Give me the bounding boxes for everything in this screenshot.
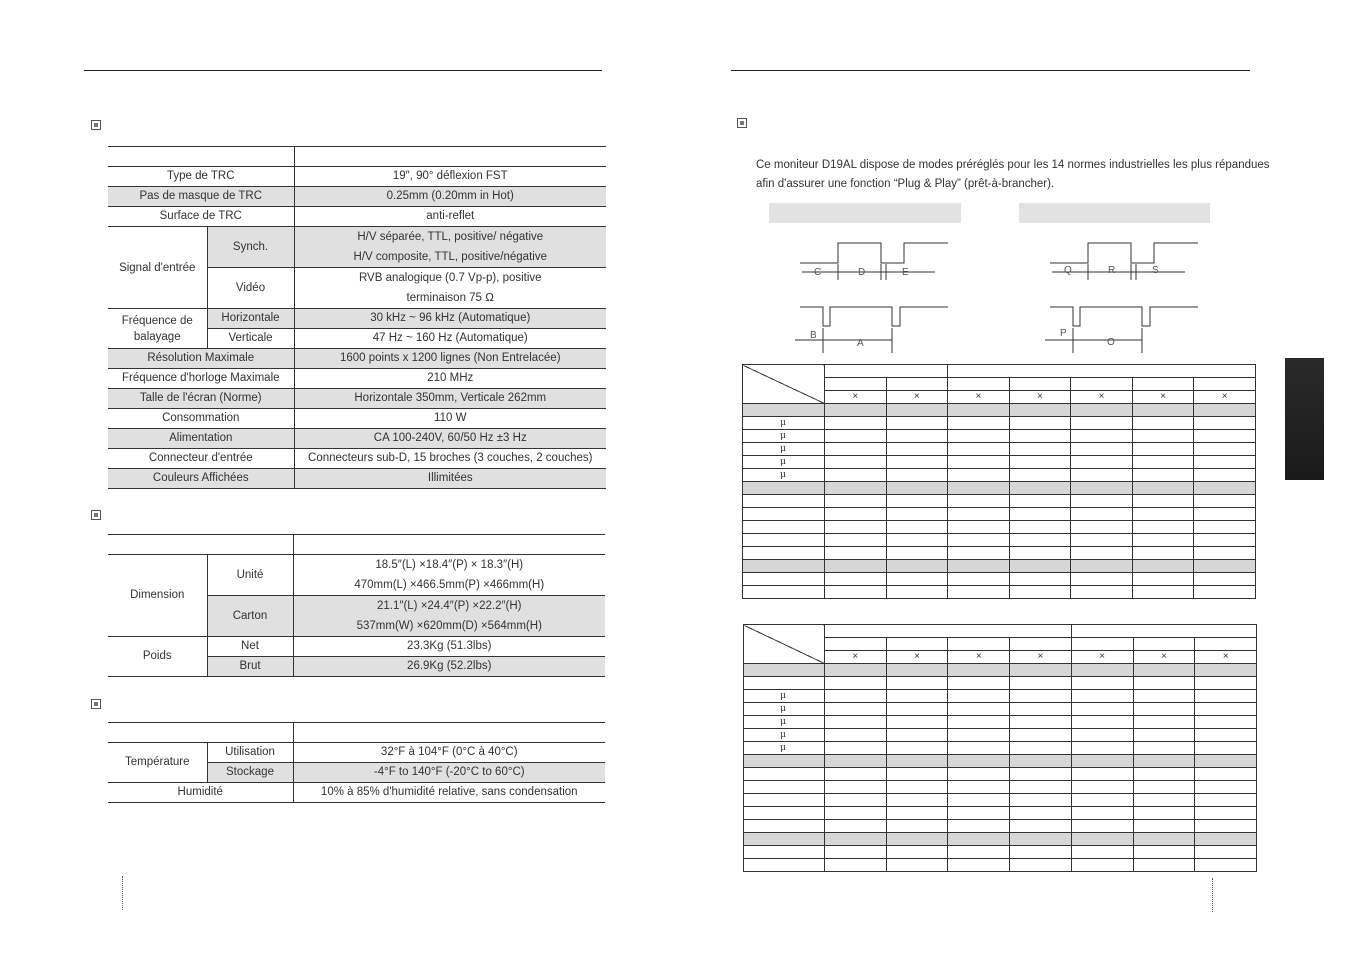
mechanical-spec-table: Dimension Unité 18.5″(L) ×18.4″(P) × 18.3″(H) 470mm(L) ×466.5mm(P) ×466mm(H) Carton 21.1″(L) ×24.4″(P) ×22.2″(H) 537mm(W) ×620mm(D) ×564mm(H) Poids Net 23.3Kg (51.3lbs) Brut 26.9Kg (52.2lbs)	[108, 534, 605, 677]
table-row	[743, 482, 1256, 495]
spec-row: Type de TRC 19″, 90° déflexion FST	[108, 167, 606, 187]
times-symbol: ×	[1133, 651, 1195, 664]
table-row	[743, 586, 1256, 599]
table-row	[744, 859, 1257, 872]
table-row	[743, 417, 1256, 430]
table-row	[744, 677, 1257, 690]
table-row	[744, 768, 1257, 781]
table-row	[743, 469, 1256, 482]
timing-label-b: B	[810, 330, 817, 341]
table-row	[744, 820, 1257, 833]
vertical-timing-diagram	[1040, 236, 1205, 356]
table-row	[743, 430, 1256, 443]
times-symbol: ×	[1010, 651, 1072, 664]
preset-timing-table-2	[743, 624, 1257, 872]
intro-text: Ce moniteur D19AL dispose de modes préréglés pour les 14 normes industrielles les plus répandues afin d'assurer une fonction “Plug & Play” (prêt-à-brancher).	[756, 159, 1270, 190]
preset-timing-table-1	[742, 364, 1256, 599]
mu-symbol: μ	[744, 742, 825, 755]
timing-label-c: C	[814, 267, 822, 278]
table-row	[744, 664, 1257, 677]
chapter-side-tab	[1285, 358, 1324, 480]
spec-row: Surface de TRC anti-reflet	[108, 207, 606, 227]
times-symbol: ×	[1071, 651, 1133, 664]
table-row	[744, 794, 1257, 807]
general-spec-table: Type de TRC 19″, 90° déflexion FST Pas de masque de TRC 0.25mm (0.20mm in Hot) Surface de TRC anti-reflet Signal d'entrée Synch. H/V séparée, TTL, positive/ négative H/V composite, TTL, positive/négative Vidéo RVB analogique (0.7 Vp-p), positive terminaison 75 Ω Fréquence de balayage Horizontale 30 kHz ~ 96 kHz (Automatique) Verticale 47 Hz ~ 160 Hz (Automatique) Résolution Maximale 1600 points x 1200 lignes (Non Entrelacée) Fréquence d'horloge Maximale 210 MHz Talle de l'écran (Norme) Horizontale 350mm, Verticale 262mm Consommation 110 W Alimentation CA 100-240V, 60/50 Hz ±3 Hz Connecteur d'entrée Connecteurs sub-D, 15 broches (3 couches, 2 couches) Couleurs Affichées Illimitées	[108, 146, 606, 489]
table-row	[743, 534, 1256, 547]
table-row	[744, 716, 1257, 729]
timing-label-a: A	[857, 338, 864, 349]
timing-label-p: P	[1060, 328, 1067, 339]
timing-table-body-1	[743, 365, 1256, 599]
times-symbol: ×	[948, 391, 1010, 404]
mu-symbol: μ	[743, 417, 825, 430]
scan-label: Fréquence de balayage	[108, 309, 207, 349]
right-margin-dots	[1212, 878, 1213, 912]
times-symbol: ×	[1195, 651, 1257, 664]
timing-label-o: O	[1107, 337, 1115, 348]
table-row	[743, 560, 1256, 573]
horizontal-timing-diagram	[790, 236, 955, 356]
spec-row: Couleurs Affichées Illimitées	[108, 469, 606, 489]
times-symbol: ×	[1132, 391, 1194, 404]
table-row	[743, 456, 1256, 469]
left-page-top-rule	[84, 70, 602, 71]
weight-label: Poids	[108, 637, 207, 677]
mu-symbol: μ	[744, 690, 825, 703]
times-symbol: ×	[886, 651, 948, 664]
table-row	[744, 807, 1257, 820]
spec-row: Résolution Maximale 1600 points x 1200 lignes (Non Entrelacée)	[108, 349, 606, 369]
times-symbol: ×	[948, 651, 1010, 664]
mu-symbol: μ	[743, 469, 825, 482]
diagonal-header-cell	[743, 365, 825, 404]
times-symbol: ×	[1009, 391, 1071, 404]
spec-row: Talle de l'écran (Norme) Horizontale 350mm, Verticale 262mm	[108, 389, 606, 409]
times-symbol: ×	[886, 391, 948, 404]
times-symbol: ×	[825, 391, 887, 404]
horizontal-timing-header	[769, 203, 961, 223]
table-row	[744, 755, 1257, 768]
vertical-timing-header	[1019, 203, 1210, 223]
mu-symbol: μ	[743, 456, 825, 469]
mu-symbol: μ	[744, 729, 825, 742]
timing-label-e: E	[902, 267, 909, 278]
mu-symbol: μ	[744, 703, 825, 716]
times-symbol: ×	[1194, 391, 1256, 404]
timing-label-d: D	[858, 267, 866, 278]
times-symbol: ×	[1071, 391, 1133, 404]
table-row	[743, 508, 1256, 521]
diagonal-header-cell	[744, 625, 825, 664]
section-bullet-icon	[91, 699, 101, 709]
table-row	[744, 781, 1257, 794]
table-row	[744, 729, 1257, 742]
section-bullet-icon	[737, 118, 747, 128]
spec-row: Consommation 110 W	[108, 409, 606, 429]
mu-symbol: μ	[743, 443, 825, 456]
table-row	[743, 573, 1256, 586]
timing-table-body-2	[744, 625, 1257, 872]
environment-spec-table: Température Utilisation 32°F à 104°F (0°C à 40°C) Stockage -4°F to 140°F (-20°C to 60°C) Humidité 10% à 85% d'humidité relative, sans condensation	[108, 722, 605, 803]
table-row	[743, 404, 1256, 417]
spec-row: Pas de masque de TRC 0.25mm (0.20mm in Hot)	[108, 187, 606, 207]
section-bullet-icon	[91, 510, 101, 520]
spec-row: Fréquence d'horloge Maximale 210 MHz	[108, 369, 606, 389]
table-row	[743, 521, 1256, 534]
table-row	[744, 742, 1257, 755]
table-row	[743, 547, 1256, 560]
times-symbol: ×	[825, 651, 887, 664]
section-bullet-icon	[91, 120, 101, 130]
left-margin-dots	[122, 876, 123, 910]
dimension-label: Dimension	[108, 555, 207, 637]
timing-label-s: S	[1152, 265, 1159, 276]
table-row	[744, 690, 1257, 703]
timing-label-q: Q	[1064, 265, 1072, 276]
table-row	[744, 833, 1257, 846]
spec-row: Connecteur d'entrée Connecteurs sub-D, 15 broches (3 couches, 2 couches)	[108, 449, 606, 469]
table-row	[743, 495, 1256, 508]
mu-symbol: μ	[743, 430, 825, 443]
signal-label: Signal d'entrée	[108, 227, 207, 309]
mu-symbol: μ	[744, 716, 825, 729]
timing-label-r: R	[1108, 265, 1116, 276]
right-page-top-rule	[731, 70, 1250, 71]
spec-row: Alimentation CA 100-240V, 60/50 Hz ±3 Hz	[108, 429, 606, 449]
table-row	[744, 703, 1257, 716]
temperature-label: Température	[108, 743, 207, 783]
table-row	[743, 443, 1256, 456]
table-row	[744, 846, 1257, 859]
